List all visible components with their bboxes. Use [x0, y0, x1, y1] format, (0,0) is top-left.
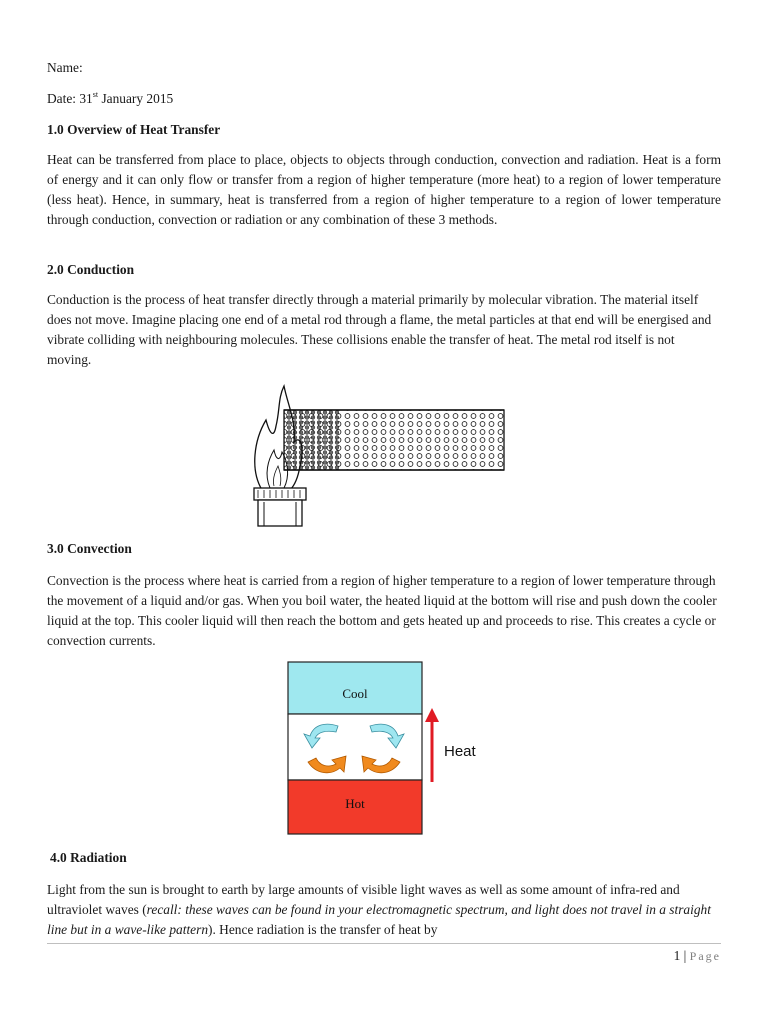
heading-radiation: 4.0 Radiation — [50, 850, 127, 865]
page-footer — [674, 948, 721, 964]
heading-convection: 3.0 Convection — [47, 541, 132, 556]
paragraph-overview: Heat can be transferred from place to place, objects to objects through conduction, convection and radiation. Heat is a form of energy and it can only flow or transfer from a region of higher temperature (more heat) to a region of lower temperature (less heat). Hence, in summary, heat is transferred from a region of higher temperature to a region of lower temperature through conduction, convection or radiation or any combination of these 3 methods. — [47, 152, 721, 227]
date-suffix: January 2015 — [98, 91, 174, 106]
heading-conduction: 2.0 Conduction — [47, 262, 135, 277]
paragraph-convection: Convection is the process where heat is carried from a region of higher temperature to a region of lower temperature through the movement of a liquid and/or gas. When you boil water, the heated liquid at the bottom will rise and push down the cooler liquid at the top. This cooler liquid will then reach the bottom and gets heated up and proceeds to rise. This creates a cycle or convection currents. — [47, 573, 717, 648]
heading-overview: 1.0 Overview of Heat Transfer — [47, 122, 221, 137]
footer-divider — [47, 943, 721, 944]
name-label: Name: — [47, 60, 83, 75]
heat-arrow-icon — [425, 708, 439, 722]
radiation-text-end: ). Hence radiation is the transfer of heat by — [208, 922, 438, 937]
conduction-illustration — [244, 380, 506, 528]
page-label: Page — [689, 949, 721, 963]
date-superscript: st — [92, 90, 99, 99]
hot-label: Hot — [345, 796, 365, 811]
footer-separator: | — [683, 948, 687, 963]
date-prefix: Date: 31 — [47, 91, 93, 106]
page-number: 1 — [673, 948, 681, 963]
date-line — [47, 91, 173, 107]
middle-region — [288, 714, 422, 780]
paragraph-radiation — [47, 880, 721, 940]
cool-label: Cool — [342, 686, 368, 701]
paragraph-conduction: Conduction is the process of heat transfer directly through a material primarily by molecular vibration. The material itself does not move. Imagine placing one end of a metal rod through a flame, the metal particles at that end will be energised and vibrate colliding with neighbouring molecules. These collisions enable the transfer of heat. The metal rod itself is not moving. — [47, 292, 712, 367]
heat-label: Heat — [444, 743, 476, 760]
radiation-text-start: Light from the sun is brought to earth by large amounts of visible light waves as well as some amount of infra-red and ultraviolet waves ( — [47, 882, 680, 917]
radiation-text-italic: recall: these waves can be found in your electromagnetic spectrum, and light does not travel in a straight line but in a wave-like pattern — [47, 902, 711, 937]
convection-diagram — [286, 660, 486, 838]
